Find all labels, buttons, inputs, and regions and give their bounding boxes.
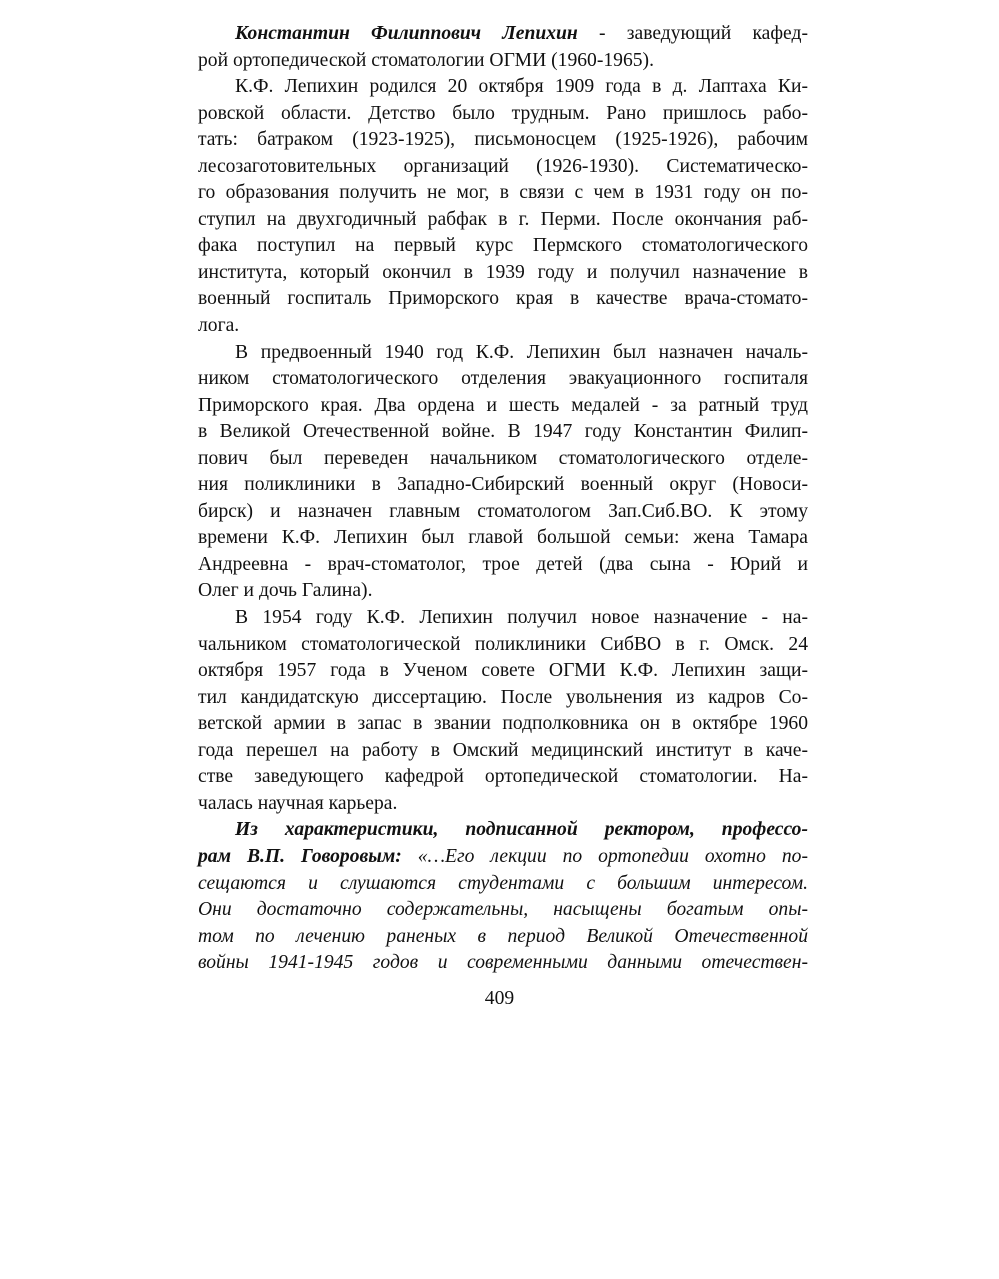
paragraph bbox=[198, 74, 808, 339]
text-line bbox=[198, 48, 808, 75]
text-line: Приморского края. Два ордена и шесть медалей - за ратный труд bbox=[198, 394, 808, 416]
text-segment: рой ортопедической стоматологии ОГМИ (1960-1965). bbox=[198, 49, 654, 71]
text-line: лога. bbox=[198, 315, 240, 337]
author-name: Константин Филиппович Лепихин bbox=[235, 23, 578, 44]
text-line: го образования получить не мог, в связи с чем в 1931 году он по- bbox=[198, 182, 808, 204]
text-line: октября 1957 года в Ученом совете ОГМИ К.Ф. Лепихин защи- bbox=[198, 660, 808, 682]
text-line bbox=[198, 21, 808, 48]
text-line: времени К.Ф. Лепихин был главой большой семьи: жена Тамара bbox=[198, 527, 808, 549]
text-line: Олег и дочь Галина). bbox=[198, 580, 373, 602]
text-line: ровской области. Детство было трудным. Рано пришлось рабо- bbox=[198, 102, 808, 124]
quote-paragraph bbox=[198, 817, 808, 976]
text-line: стве заведующего кафедрой ортопедической стоматологии. На- bbox=[198, 766, 808, 788]
text-line: В предвоенный 1940 год К.Ф. Лепихин был назначен началь- bbox=[235, 341, 808, 363]
text-line: сещаются и слушаются студентами с большим интересом. bbox=[198, 872, 808, 894]
text-line: ником стоматологического отделения эвакуационного госпиталя bbox=[198, 368, 808, 390]
text-line: К.Ф. Лепихин родился 20 октября 1909 года в д. Лаптаха Ки- bbox=[235, 76, 808, 98]
text-line: лесозаготовительных организаций (1926-1930). Систематическо- bbox=[198, 155, 808, 177]
quote-text: «…Его лекции по ортопедии охотно по- bbox=[401, 845, 808, 867]
text-line: ступил на двухгодичный рабфак в г. Перми. После окончания раб- bbox=[198, 208, 808, 230]
text-line: Из характеристики, подписанной ректором, профессо- bbox=[235, 819, 808, 841]
text-line: в Великой Отечественной войне. В 1947 году Константин Филип- bbox=[198, 421, 808, 443]
text-line: Они достаточно содержательны, насыщены богатым опы- bbox=[198, 899, 808, 921]
text-segment: - заведующий кафед- bbox=[577, 23, 808, 44]
text-line: ния поликлиники в Западно-Сибирский военный округ (Новоси- bbox=[198, 474, 808, 496]
text-line: войны 1941-1945 годов и современными данными отечествен- bbox=[198, 952, 808, 974]
text-line: бирск) и назначен главным стоматологом Зап.Сиб.ВО. К этому bbox=[198, 500, 808, 522]
text-line: Андреевна - врач-стоматолог, трое детей (два сына - Юрий и bbox=[198, 553, 808, 575]
text-line: пович был переведен начальником стоматологического отделе- bbox=[198, 447, 808, 469]
text-line: чальником стоматологической поликлиники СибВО в г. Омск. 24 bbox=[198, 633, 808, 655]
quote-source: рам В.П. Говоровым: bbox=[198, 845, 402, 867]
text-line bbox=[198, 844, 808, 871]
body-text bbox=[198, 21, 808, 977]
text-line: военный госпиталь Приморского края в качестве врача-стомато- bbox=[198, 288, 808, 310]
text-line: года перешел на работу в Омский медицинский институт в каче- bbox=[198, 739, 808, 761]
paragraph bbox=[198, 605, 808, 817]
text-line: чалась научная карьера. bbox=[198, 792, 398, 814]
paragraph bbox=[198, 21, 808, 74]
text-line: том по лечению раненых в период Великой Отечественной bbox=[198, 925, 808, 947]
text-line: фака поступил на первый курс Пермского стоматологического bbox=[198, 235, 808, 257]
text-line: тил кандидатскую диссертацию. После увольнения из кадров Со- bbox=[198, 686, 808, 708]
paragraph bbox=[198, 340, 808, 605]
page-number: 409 bbox=[484, 988, 515, 1009]
text-line: ветской армии в запас в звании подполковника он в октябре 1960 bbox=[198, 713, 808, 735]
text-line: тать: батраком (1923-1925), письмоносцем (1925-1926), рабочим bbox=[198, 129, 808, 151]
text-line: В 1954 году К.Ф. Лепихин получил новое назначение - на- bbox=[235, 607, 808, 629]
text-line: института, который окончил в 1939 году и получил назначение в bbox=[198, 261, 808, 283]
